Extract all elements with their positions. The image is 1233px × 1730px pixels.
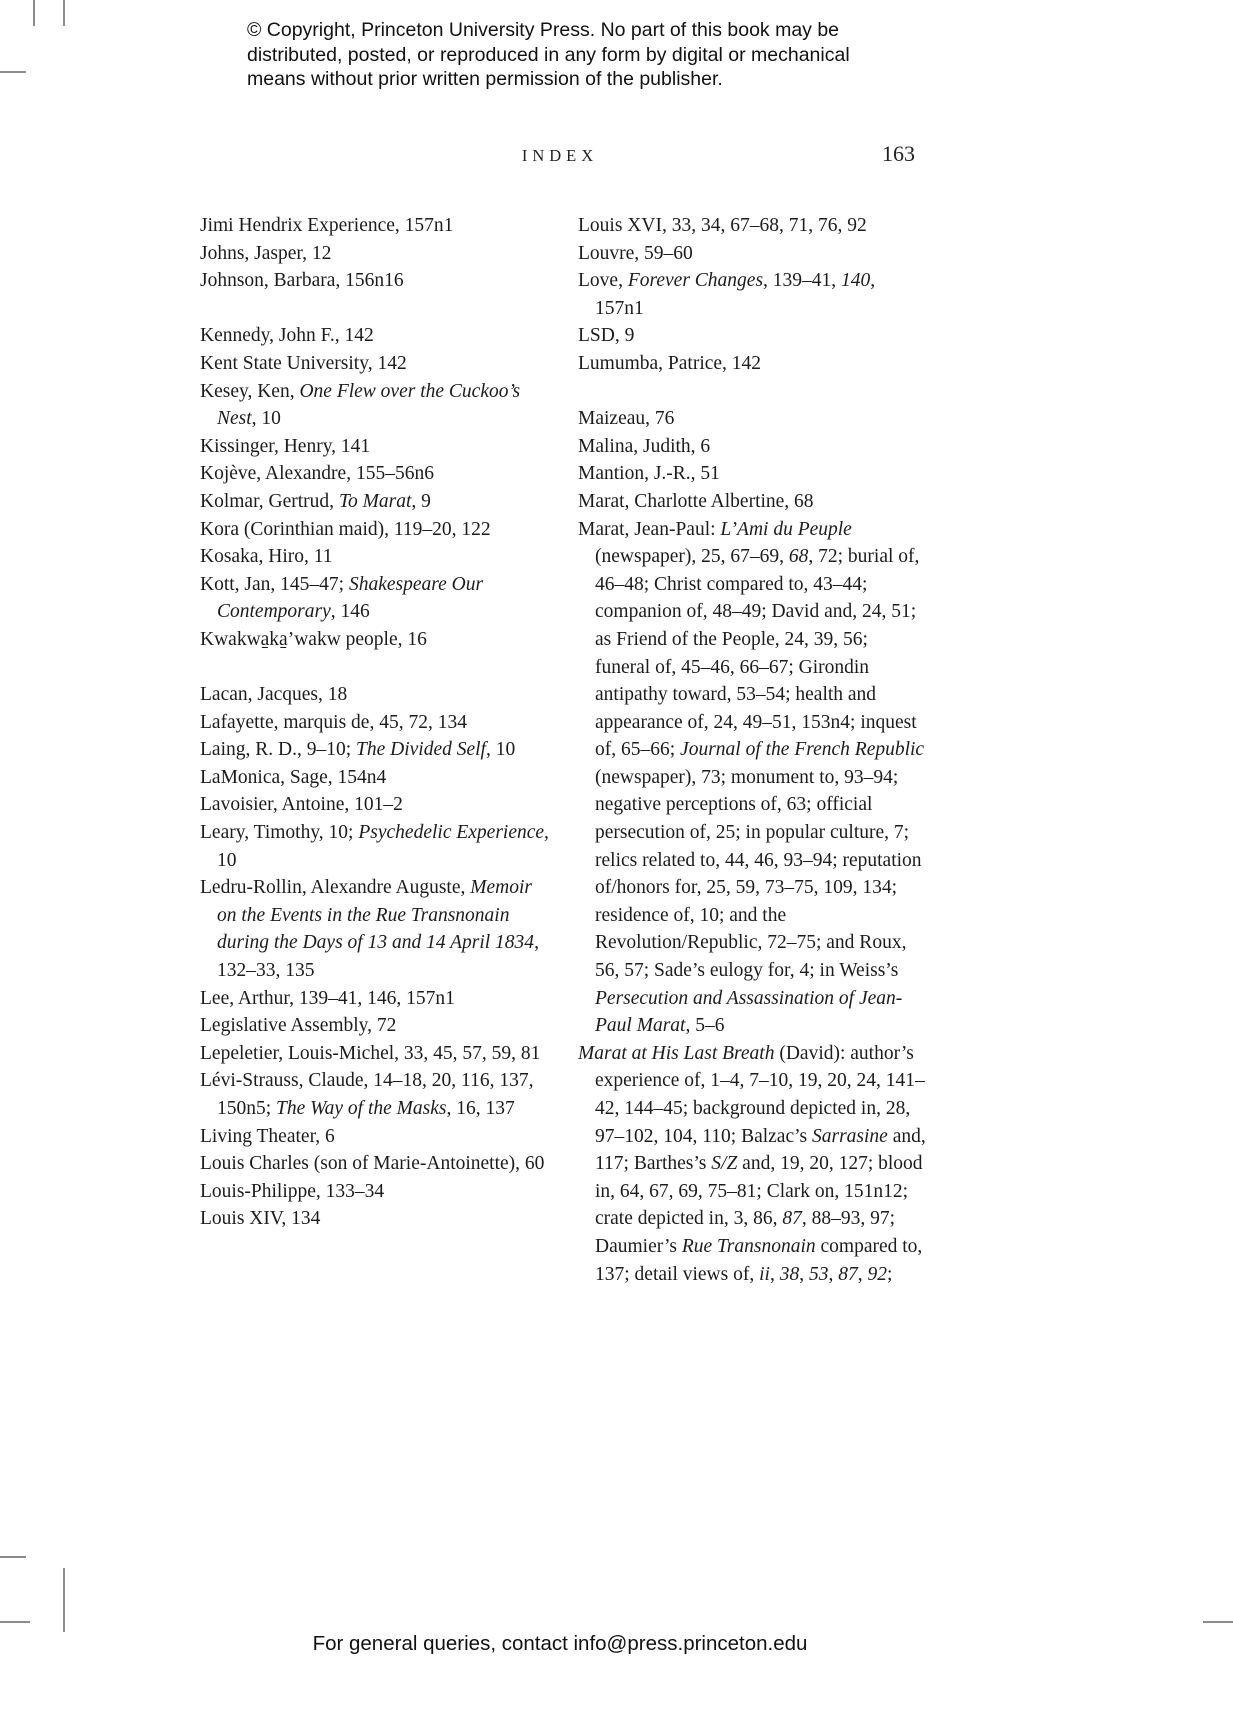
index-entry bbox=[578, 460, 928, 488]
index-entry-text-segment: LaMonica, Sage, 154n4 bbox=[200, 766, 387, 788]
index-entry-text-segment: Johns, Jasper, 12 bbox=[200, 242, 332, 264]
index-entry-text-segment: Legislative Assembly, 72 bbox=[200, 1015, 397, 1037]
index-entry-text-segment: Lumumba, Patrice, 142 bbox=[578, 352, 762, 374]
index-entry-text-segment: , bbox=[828, 1263, 839, 1285]
index-entry-text-segment: (newspaper), 25, 67–69, bbox=[595, 546, 789, 568]
index-entry-text-segment: , 146 bbox=[330, 601, 370, 623]
index-entry bbox=[200, 350, 552, 378]
index-entry-italic-segment: S/Z bbox=[711, 1153, 738, 1175]
index-entry-text-segment: (newspaper), 73; monument to, 93–94; negative perceptions of, 63; official persecution of, 25; in popular culture, 7; relics related to, 44, 46, 93–94; reputation of/honors for, 25, 59, 73–75, 109, 134; residence of, 10; and the Revolution/Republic, 72–75; and Roux, 56, 57; Sade’s eulogy for, 4; in Weiss’s bbox=[595, 766, 922, 982]
index-entry bbox=[200, 571, 552, 626]
index-entry bbox=[200, 460, 552, 488]
index-entry-text-segment: and, 117; Barthes’s bbox=[595, 1125, 926, 1175]
index-entry bbox=[200, 1150, 552, 1178]
index-entry-italic-segment: 53 bbox=[808, 1263, 829, 1285]
index-entry bbox=[578, 240, 928, 268]
index-column-right bbox=[578, 212, 928, 1288]
index-entry-text-segment: Lafayette, marquis de, 45, 72, 134 bbox=[200, 711, 467, 733]
crop-mark bbox=[0, 1556, 26, 1558]
index-entry-text-segment: , bbox=[857, 1263, 868, 1285]
index-entry-text-segment: Louis XIV, 134 bbox=[200, 1208, 321, 1230]
index-entry bbox=[200, 212, 552, 240]
index-entry bbox=[578, 488, 928, 516]
index-entry-text-segment: , 88–93, 97; Daumier’s bbox=[595, 1208, 896, 1257]
index-entry-text-segment: Kojève, Alexandre, 155–56n6 bbox=[200, 463, 434, 485]
index-entry-text-segment: Marat, Charlotte Albertine, 68 bbox=[578, 490, 814, 512]
index-entry bbox=[578, 405, 928, 433]
index-entry bbox=[200, 736, 552, 764]
index-entry-italic-segment: ii bbox=[759, 1263, 770, 1285]
index-entry-text-segment: Johnson, Barbara, 156n16 bbox=[200, 270, 404, 292]
index-entry bbox=[578, 516, 928, 1040]
index-entry-text-segment: Lacan, Jacques, 18 bbox=[200, 684, 348, 706]
index-entry-text-segment: Louvre, 59–60 bbox=[578, 242, 693, 264]
index-entry-italic-segment: The Way of the Masks bbox=[276, 1098, 447, 1119]
index-entry-text-segment: , 10 bbox=[485, 739, 516, 761]
index-entry bbox=[200, 543, 552, 571]
index-entry bbox=[200, 1123, 552, 1151]
index-entry bbox=[200, 709, 552, 737]
index-entry-text-segment: (David): author’s experience of, 1–4, 7–10, 19, 20, 24, 141–42, 144–45; background depicted in, 28, 97–102, 104, 110; Balzac’s bbox=[595, 1042, 925, 1147]
index-entry-text-segment: Kosaka, Hiro, 11 bbox=[200, 546, 333, 568]
index-entry-text-segment: , 10 bbox=[217, 822, 549, 871]
crop-mark bbox=[33, 0, 35, 26]
index-entry bbox=[200, 378, 552, 433]
index-entry-italic-segment: L’Ami du Peuple bbox=[720, 518, 852, 540]
index-entry bbox=[578, 212, 928, 240]
index-entry bbox=[200, 1012, 552, 1040]
index-entry bbox=[200, 1178, 552, 1206]
index-entry-italic-segment: To Marat bbox=[338, 490, 412, 512]
index-entry bbox=[578, 1040, 928, 1288]
index-entry-text-segment: Laing, R. D., 9–10; bbox=[200, 739, 356, 761]
index-entry-italic-segment: 38 bbox=[779, 1263, 800, 1285]
index-entry-text-segment: Maizeau, 76 bbox=[578, 408, 675, 430]
index-entry-text-segment: , 5–6 bbox=[685, 1015, 725, 1037]
index-entry-text-segment: Kora (Corinthian maid), 119–20, 122 bbox=[200, 518, 491, 540]
index-entry-text-segment: Living Theater, 6 bbox=[200, 1125, 335, 1147]
index-entry-italic-segment: Shakespeare Our Contemporary bbox=[217, 573, 484, 623]
index-entry-italic-segment: 68 bbox=[788, 546, 809, 568]
index-entry bbox=[200, 791, 552, 819]
index-entry bbox=[200, 433, 552, 461]
index-entry-text-segment: Louis-Philippe, 133–34 bbox=[200, 1180, 385, 1202]
index-entry-italic-segment: The Divided Self bbox=[356, 739, 486, 761]
index-entry-text-segment: , 132–33, 135 bbox=[217, 932, 539, 982]
index-entry bbox=[200, 322, 552, 350]
index-entry-text-segment: , bbox=[769, 1263, 780, 1285]
index-entry-text-segment: , 10 bbox=[251, 408, 281, 430]
index-entry-text-segment: Lepeletier, Louis-Michel, 33, 45, 57, 59, 81 bbox=[200, 1042, 541, 1064]
crop-mark bbox=[63, 0, 65, 26]
index-entry-text-segment: Kwakwa̱ka̱’wakw people, 16 bbox=[200, 628, 427, 650]
index-entry bbox=[200, 819, 552, 874]
index-entry bbox=[200, 516, 552, 544]
index-entry-text-segment: , 9 bbox=[411, 490, 431, 512]
index-entry-text-segment: LSD, 9 bbox=[578, 325, 635, 347]
index-entry-italic-segment: 87 bbox=[782, 1208, 802, 1230]
page-number: 163 bbox=[882, 141, 915, 166]
index-entry bbox=[200, 1067, 552, 1122]
footer-query-line: For general queries, contact info@press.princeton.edu bbox=[312, 1632, 808, 1655]
crop-mark bbox=[1203, 1621, 1233, 1623]
index-entry-text-segment: , bbox=[799, 1263, 809, 1285]
index-entry-italic-segment: Persecution and Assassination of Jean-Paul Marat bbox=[595, 987, 903, 1037]
index-entry-italic-segment: 140 bbox=[841, 270, 871, 292]
index-entry bbox=[200, 1040, 552, 1068]
index-entry-text-segment: Leary, Timothy, 10; bbox=[200, 822, 359, 844]
index-entry-text-segment: Ledru-Rollin, Alexandre Auguste, bbox=[200, 877, 471, 899]
index-entry-italic-segment: Journal of the French Republic bbox=[680, 739, 925, 761]
crop-mark bbox=[63, 1568, 65, 1632]
index-column-left bbox=[200, 212, 552, 1233]
index-entry-text-segment: Jimi Hendrix Experience, 157n1 bbox=[200, 215, 454, 236]
index-entry-italic-segment: Sarrasine bbox=[812, 1125, 888, 1147]
index-entry-text-segment: Kolmar, Gertrud, bbox=[200, 490, 339, 512]
index-entry-text-segment: Lévi-Strauss, Claude, 14–18, 20, 116, 137, 150n5; bbox=[200, 1070, 534, 1119]
index-entry-text-segment: , 72; burial of, 46–48; Christ compared to, 43–44; companion of, 48–49; David and, 24, 51; as Friend of the People, 24, 39, 56; funeral of, 45–46, 66–67; Girondin antipathy toward, 53–54; health and appearance of, 24, 49–51, 153n4; inquest of, 65–66; bbox=[595, 546, 920, 761]
index-entry bbox=[578, 322, 928, 350]
index-entry bbox=[200, 488, 552, 516]
index-entry-text-segment: Mantion, J.-R., 51 bbox=[578, 463, 720, 485]
index-entry-text-segment: Lavoisier, Antoine, 101–2 bbox=[200, 794, 403, 816]
index-entry-text-segment: and, 19, 20, 127; blood in, 64, 67, 69, 75–81; Clark on, 151n12; crate depicted in, 3, 86, bbox=[595, 1153, 923, 1230]
index-entry-text-segment: , 139–41, bbox=[763, 270, 842, 292]
index-group-spacer bbox=[200, 295, 552, 323]
index-entry-text-segment: compared to, 137; detail views of, bbox=[595, 1235, 923, 1285]
index-entry-text-segment: Marat, Jean-Paul: bbox=[578, 518, 721, 540]
index-entry bbox=[578, 433, 928, 461]
index-title: INDEX bbox=[521, 146, 599, 165]
index-entry-text-segment: , 157n1 bbox=[595, 270, 876, 319]
index-entry-text-segment: Louis XVI, 33, 34, 67–68, 71, 76, 92 bbox=[578, 215, 867, 236]
index-entry-text-segment: Kent State University, 142 bbox=[200, 352, 407, 374]
index-entry bbox=[578, 267, 928, 322]
index-entry-text-segment: Kott, Jan, 145–47; bbox=[200, 573, 349, 595]
index-entry bbox=[200, 626, 552, 654]
index-entry-italic-segment: 87 bbox=[838, 1263, 858, 1285]
index-entry-italic-segment: Memoir on the Events in the Rue Transnonain during the Days of 13 and 14 April 1834 bbox=[217, 877, 535, 954]
index-entry-text-segment: , 16, 137 bbox=[446, 1098, 515, 1119]
crop-mark bbox=[0, 71, 26, 73]
index-group-spacer bbox=[578, 378, 928, 406]
index-entry-italic-segment: Psychedelic Experience bbox=[358, 822, 545, 844]
index-entry bbox=[200, 874, 552, 984]
index-entry-italic-segment: One Flew over the Cuckoo’s Nest bbox=[217, 380, 521, 430]
index-entry-text-segment: Louis Charles (son of Marie-Antoinette), 60 bbox=[200, 1153, 545, 1175]
copyright-notice: © Copyright, Princeton University Press. No part of this book may be distributed, posted, or reproduced in any form by digital or mechanical means without prior written permission of the publisher. bbox=[247, 19, 850, 90]
index-entry-italic-segment: 92 bbox=[867, 1263, 887, 1285]
index-entry-text-segment: Kennedy, John F., 142 bbox=[200, 325, 374, 347]
index-entry-text-segment: Kissinger, Henry, 141 bbox=[200, 435, 371, 457]
index-entry bbox=[200, 1205, 552, 1233]
index-entry-text-segment: Kesey, Ken, bbox=[200, 380, 300, 402]
index-entry-italic-segment: Marat at His Last Breath bbox=[578, 1042, 775, 1064]
index-entry-italic-segment: Forever Changes bbox=[627, 270, 764, 292]
index-group-spacer bbox=[200, 654, 552, 682]
index-entry-italic-segment: Rue Transnonain bbox=[681, 1235, 816, 1257]
index-entry-text-segment: Love, bbox=[578, 270, 628, 292]
crop-mark bbox=[0, 1621, 30, 1623]
index-entry-text-segment: Malina, Judith, 6 bbox=[578, 435, 711, 457]
index-entry bbox=[200, 240, 552, 268]
index-entry bbox=[578, 350, 928, 378]
index-entry-text-segment: ; bbox=[886, 1263, 893, 1285]
index-entry bbox=[200, 267, 552, 295]
running-head bbox=[200, 146, 920, 166]
index-entry bbox=[200, 985, 552, 1013]
index-entry bbox=[200, 681, 552, 709]
index-entry-text-segment: Lee, Arthur, 139–41, 146, 157n1 bbox=[200, 987, 455, 1009]
index-entry bbox=[200, 764, 552, 792]
